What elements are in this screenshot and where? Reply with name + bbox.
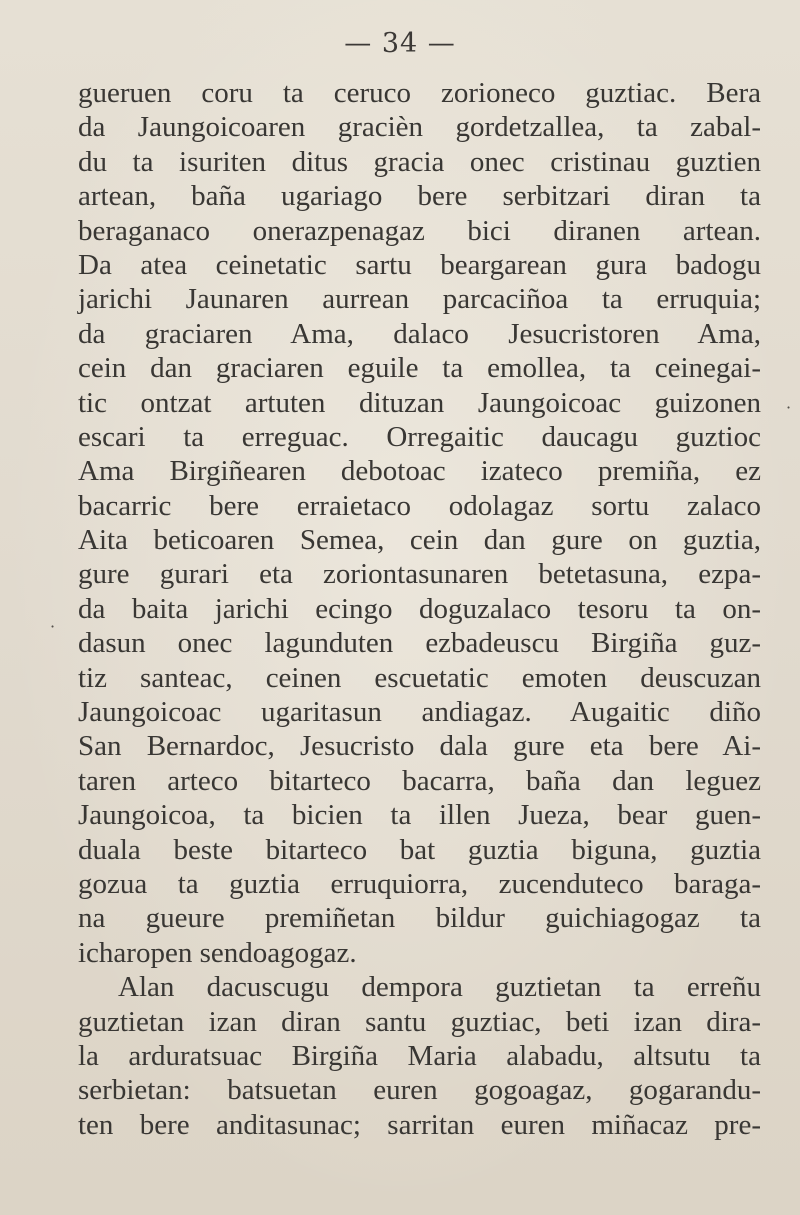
text-line: du ta isuriten ditus gracia onec cristinau guztien <box>78 145 761 178</box>
page-body-text <box>78 76 761 1142</box>
margin-dot: · <box>50 617 56 636</box>
paragraph-first-line: Alan dacuscugu dempora guztietan ta erreñu <box>118 971 761 1004</box>
text-line: icharopen sendoagogaz. <box>78 936 357 969</box>
text-line: dasun onec lagunduten ezbadeuscu Birgiña guz- <box>78 627 761 660</box>
text-line: tiz santeac, ceinen escuetatic emoten deuscuzan <box>78 661 761 694</box>
text-line: cein dan graciaren eguile ta emollea, ta ceinegai- <box>78 352 761 385</box>
text-line: jarichi Jaunaren aurrean parcaciñoa ta erruquia; <box>78 283 761 316</box>
text-line: tic ontzat artuten dituzan Jaungoicoac guizonen <box>78 386 761 419</box>
text-line: serbietan: batsuetan euren gogoagaz, gogarandu- <box>78 1074 761 1107</box>
text-line: taren arteco bitarteco bacarra, baña dan leguez <box>78 764 761 797</box>
text-line: na gueure premiñetan bildur guichiagogaz ta <box>78 902 761 935</box>
text-line: da baita jarichi ecingo doguzalaco tesoru ta on- <box>78 592 761 625</box>
text-line: escari ta erreguac. Orregaitic daucagu guztioc <box>78 420 761 453</box>
text-line: gueruen coru ta ceruco zorioneco guztiac. Bera <box>78 77 761 109</box>
page-number: — 34 — <box>344 28 456 59</box>
text-line: Jaungoicoac ugaritasun andiagaz. Augaitic diño <box>78 696 761 729</box>
text-line: la arduratsuac Birgiña Maria alabadu, altsutu ta <box>78 1039 761 1072</box>
text-line: duala beste bitarteco bat guztia biguna, guztia <box>78 833 761 866</box>
text-line: artean, baña ugariago bere serbitzari diran ta <box>78 180 761 213</box>
text-line: da graciaren Ama, dalaco Jesucristoren Ama, <box>78 317 761 350</box>
text-line: Aita beticoaren Semea, cein dan gure on guztia, <box>78 524 761 557</box>
text-line: ten bere anditasunac; sarritan euren miñacaz pre- <box>78 1108 761 1141</box>
text-line: San Bernardoc, Jesucristo dala gure eta bere Ai- <box>78 730 761 763</box>
text-line: gure gurari eta zoriontasunaren betetasuna, ezpa- <box>78 558 761 591</box>
text-line: Ama Birgiñearen debotoac izateco premiña, ez <box>78 455 761 488</box>
text-line: Da atea ceinetatic sartu beargarean gura badogu <box>78 248 761 281</box>
text-line: guztietan izan diran santu guztiac, beti izan dira- <box>78 1005 761 1038</box>
text-line: Jaungoicoa, ta bicien ta illen Jueza, bear guen- <box>78 799 761 832</box>
text-line: bacarric bere erraietaco odolagaz sortu zalaco <box>78 489 761 522</box>
text-line: da Jaungoicoaren gracièn gordetzallea, ta zabal- <box>78 111 761 144</box>
margin-dot: · <box>786 398 792 417</box>
text-line: beraganaco onerazpenagaz bici diranen artean. <box>78 214 761 247</box>
text-line: gozua ta guztia erruquiorra, zucenduteco baraga- <box>78 867 761 900</box>
